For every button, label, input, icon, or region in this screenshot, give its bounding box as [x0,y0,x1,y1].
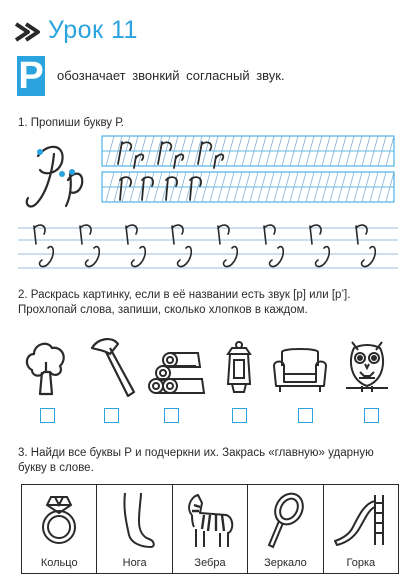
word-label: Нога [122,557,147,569]
word-label: Зебра [194,557,226,569]
task2-instruction: 2. Раскрась картинку, если в её названии есть звук [р] или [р’]. Прохлопай слова, запиши, сколько хлопков в каждом. [18,289,351,316]
slide-icon [331,491,391,551]
answer-checkbox-5[interactable] [298,408,313,423]
table-cell-zebra[interactable] [173,485,248,573]
ring-icon [37,491,81,547]
tree-icon[interactable] [24,340,68,396]
logs-icon[interactable] [146,350,210,396]
word-label: Кольцо [40,557,78,569]
sample-letter-icon [27,147,83,207]
picture-word-table [21,484,399,574]
intro-text: обозначает звонкий согласный звук. [57,68,285,83]
axe-icon[interactable] [88,336,140,398]
zebra-icon [182,491,238,551]
table-cell-mirror[interactable] [248,485,323,573]
task3-instruction: 3. Найди все буквы Р и подчеркни их. Закрась «главную» ударную букву в слове. [18,447,374,474]
table-cell-ring[interactable] [22,485,97,573]
table-cell-leg[interactable] [97,485,172,573]
leg-icon [113,491,157,551]
owl-icon[interactable] [344,336,390,398]
table-cell-slide[interactable] [324,485,398,573]
writing-practice-area[interactable] [18,134,398,282]
writing-lines-row3 [18,225,398,268]
highlight-letter: Р [18,55,44,97]
word-label: Зеркало [264,557,307,569]
answer-checkbox-1[interactable] [40,408,55,423]
lantern-icon[interactable] [222,340,256,398]
answer-checkbox-6[interactable] [364,408,379,423]
copybook-lines [102,136,394,202]
trace-letters-row2 [120,177,201,200]
arrow-icon [14,20,42,44]
answer-checkbox-4[interactable] [232,408,247,423]
task1-instruction: 1. Пропиши букву Р. [18,117,124,129]
answer-checkbox-3[interactable] [164,408,179,423]
lesson-title: Урок 11 [48,16,138,44]
word-label: Горка [346,557,376,569]
mirror-icon [263,491,307,551]
armchair-icon[interactable] [272,346,328,394]
answer-checkbox-2[interactable] [104,408,119,423]
